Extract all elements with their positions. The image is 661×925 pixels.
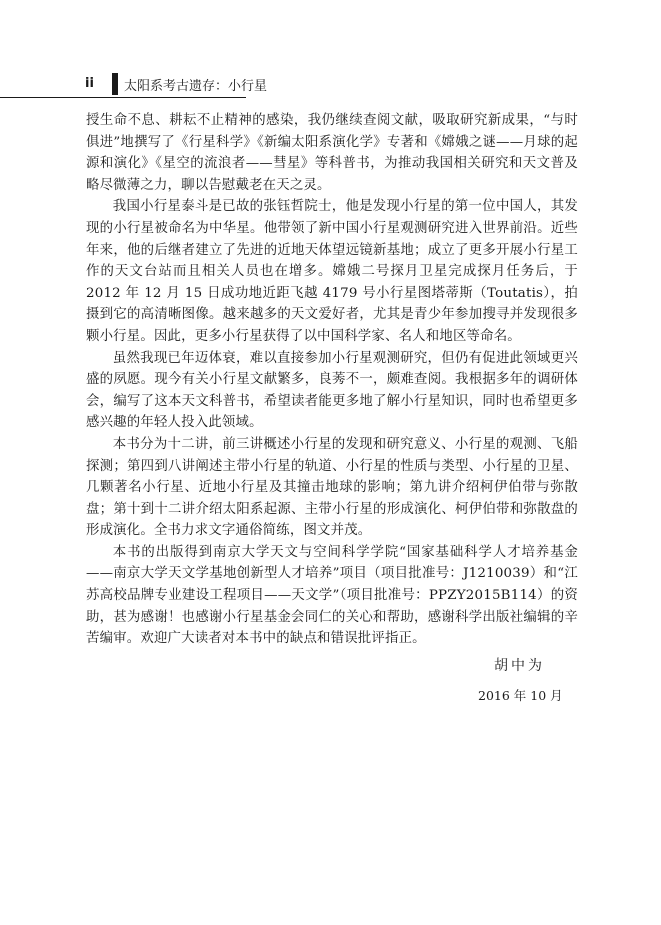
paragraph: 本书的出版得到南京大学天文与空间科学学院“国家基础科学人才培养基金——南京大学天文学基地创新型人才培养”项目（项目批准号：J1210039）和“江苏高校品牌专业建设工程项目——天文学”（项目批准号：PPZY2015B114）的资助，甚为感谢！也感谢小行星基金会同仁的关心和帮助，感谢科学出版社编辑的辛苦编审。欢迎广大读者对本书中的缺点和错误批评指正。 <box>86 544 578 647</box>
header-bar <box>112 73 118 95</box>
author-signature: 胡中为 <box>494 658 545 674</box>
paragraph: 我国小行星泰斗是已故的张钰哲院士，他是发现小行星的第一位中国人，其发现的小行星被命名为中华星。他带领了新中国小行星观测研究进入世界前沿。近些年来，他的后继者建立了先进的近地天体望远镜新基地；成立了更多开展小行星工作的天文台站而且相关人员也在增多。嫦娥二号探月卫星完成探月任务后，于 2012 年 12 月 15 日成功地近距飞越 4179 号小行星图塔蒂斯（Toutatis），拍摄到它的高清晰图像。越来越多的天文爱好者，尤其是青少年参加搜寻并发现很多颗小行星。因此，更多小行星获得了以中国科学家、名人和地区等命名。 <box>86 199 578 344</box>
page-header <box>0 70 661 102</box>
body-text <box>86 110 578 650</box>
running-title: 太阳系考古遗存：小行星 <box>124 79 268 94</box>
paragraph: 授生命不息、耕耘不止精神的感染，我仍继续查阅文献，吸取研究新成果，“与时俱进”地撰写了《行星科学》《新编太阳系演化学》专著和《嫦娥之谜——月球的起源和演化》《星空的流浪者——彗星》等科普书，为推动我国相关研究和天文普及略尽微薄之力，聊以告慰戴老在天之灵。 <box>86 113 578 193</box>
header-rule <box>0 97 246 98</box>
page-number: ii <box>85 76 94 91</box>
paragraph: 本书分为十二讲，前三讲概述小行星的发现和研究意义、小行星的观测、飞船探测；第四到八讲阐述主带小行星的轨道、小行星的性质与类型、小行星的卫星、几颗著名小行星、近地小行星及其撞击地球的影响；第九讲介绍柯伊伯带与弥散盘；第十到十二讲介绍太阳系起源、主带小行星的形成演化、柯伊伯带和弥散盘的形成演化。全书力求文字通俗简练，图文并茂。 <box>86 436 578 539</box>
paragraph: 虽然我现已年迈体衰，难以直接参加小行星观测研究，但仍有促进此领域更兴盛的夙愿。现今有关小行星文献繁多，良莠不一，颇难查阅。我根据多年的调研体会，编写了这本天文科普书，希望读者能更多地了解小行星知识，同时也希望更多感兴趣的年轻人投入此领域。 <box>86 350 578 431</box>
signature-date: 2016 年 10 月 <box>478 688 563 703</box>
